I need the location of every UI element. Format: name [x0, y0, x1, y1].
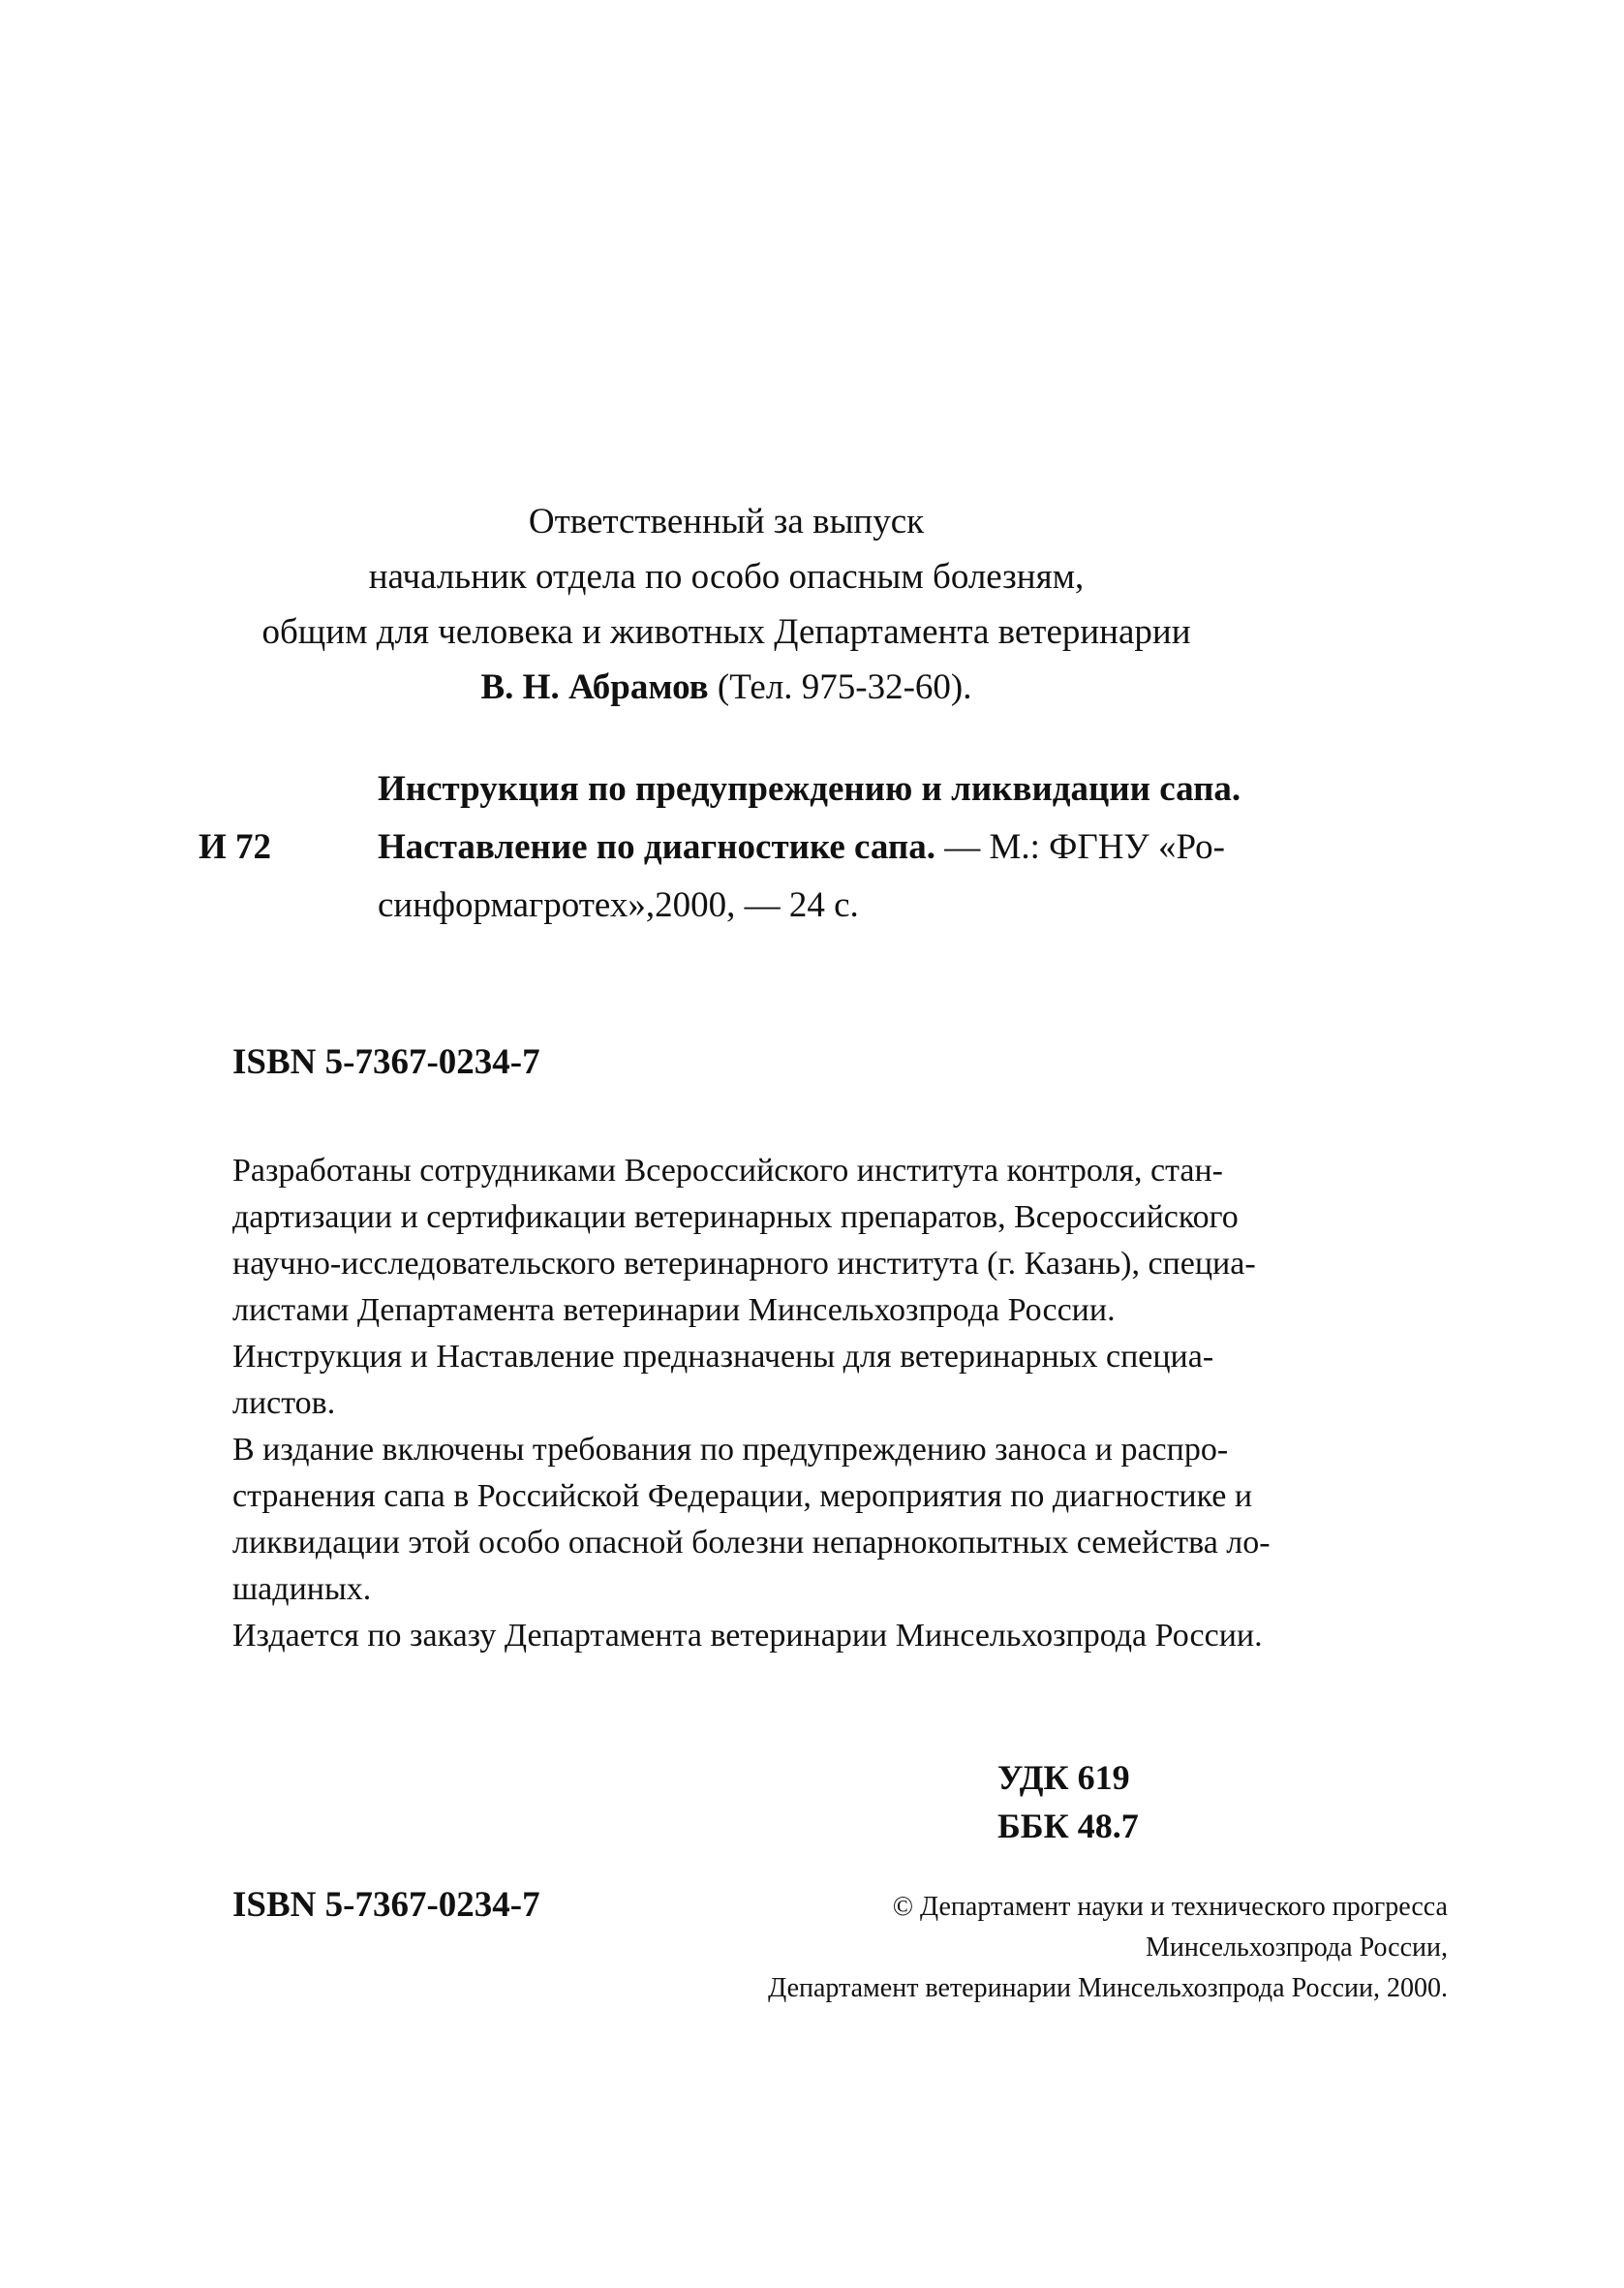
- isbn-top: ISBN 5-7367-0234-7: [232, 1042, 540, 1082]
- paragraph-audience: [232, 1334, 1443, 1427]
- text-line: шадиных.: [232, 1571, 372, 1607]
- copyright-line: © Департамент науки и технического прогресса: [892, 1892, 1448, 1922]
- classification: [997, 1753, 1139, 1850]
- copyright-line: Департамент ветеринарии Минсельхозпрода России, 2000.: [768, 1973, 1448, 2003]
- publisher-info-cont: синформагротех»,2000, — 24 с.: [378, 885, 859, 925]
- responsible-position: начальник отдела по особо опасным болезням,: [368, 557, 1085, 597]
- isbn-bottom: ISBN 5-7367-0234-7: [232, 1885, 540, 1925]
- text-line: Издается по заказу Департамента ветеринарии Минсельхозпрода России.: [232, 1618, 1263, 1654]
- description: [232, 1148, 1443, 1659]
- paragraph-commission: [232, 1613, 1443, 1659]
- publisher-info: — М.: ФГНУ «Ро-: [944, 827, 1225, 867]
- text-line: дартизации и сертификации ветеринарных препаратов, Всероссийского: [232, 1199, 1239, 1235]
- responsible-phone: (Тел. 975-32-60).: [717, 667, 972, 707]
- text-line: В издание включены требования по предупреждению заноса и распро-: [232, 1432, 1229, 1468]
- catalog-code: И 72: [199, 827, 272, 867]
- bbk-code: ББК 48.7: [997, 1807, 1139, 1845]
- copyright-line: Минсельхозпрода России,: [1145, 1932, 1448, 1963]
- copyright-block: [581, 1887, 1448, 2009]
- responsible-title: Ответственный за выпуск: [528, 502, 925, 541]
- responsible-name-line: [0, 660, 1453, 715]
- paragraph-authors: [232, 1148, 1443, 1334]
- responsible-block: [0, 494, 1453, 715]
- text-line: листами Департамента ветеринарии Минсельхозпрода России.: [232, 1292, 1116, 1328]
- paragraph-content: [232, 1427, 1443, 1613]
- book-subtitle-line: [378, 819, 1241, 877]
- text-line: ликвидации этой особо опасной болезни непарнокопытных семейства ло-: [232, 1525, 1271, 1561]
- text-line: Инструкция и Наставление предназначены для ветеринарных специа-: [232, 1339, 1214, 1375]
- text-line: научно-исследовательского ветеринарного института (г. Казань), специа-: [232, 1246, 1256, 1282]
- udk-code: УДК 619: [997, 1758, 1130, 1797]
- book-subtitle: Наставление по диагностике сапа.: [378, 827, 935, 867]
- book-title: Инструкция по предупреждению и ликвидации сапа.: [378, 769, 1241, 809]
- text-line: Разработаны сотрудниками Всероссийского института контроля, стан-: [232, 1153, 1223, 1189]
- responsible-name: В. Н. Абрамов: [480, 667, 709, 707]
- bibliographic-entry: [378, 760, 1241, 935]
- text-line: листов.: [232, 1385, 336, 1421]
- text-line: странения сапа в Российской Федерации, мероприятия по диагностике и: [232, 1478, 1253, 1514]
- responsible-department: общим для человека и животных Департамента ветеринарии: [261, 612, 1191, 652]
